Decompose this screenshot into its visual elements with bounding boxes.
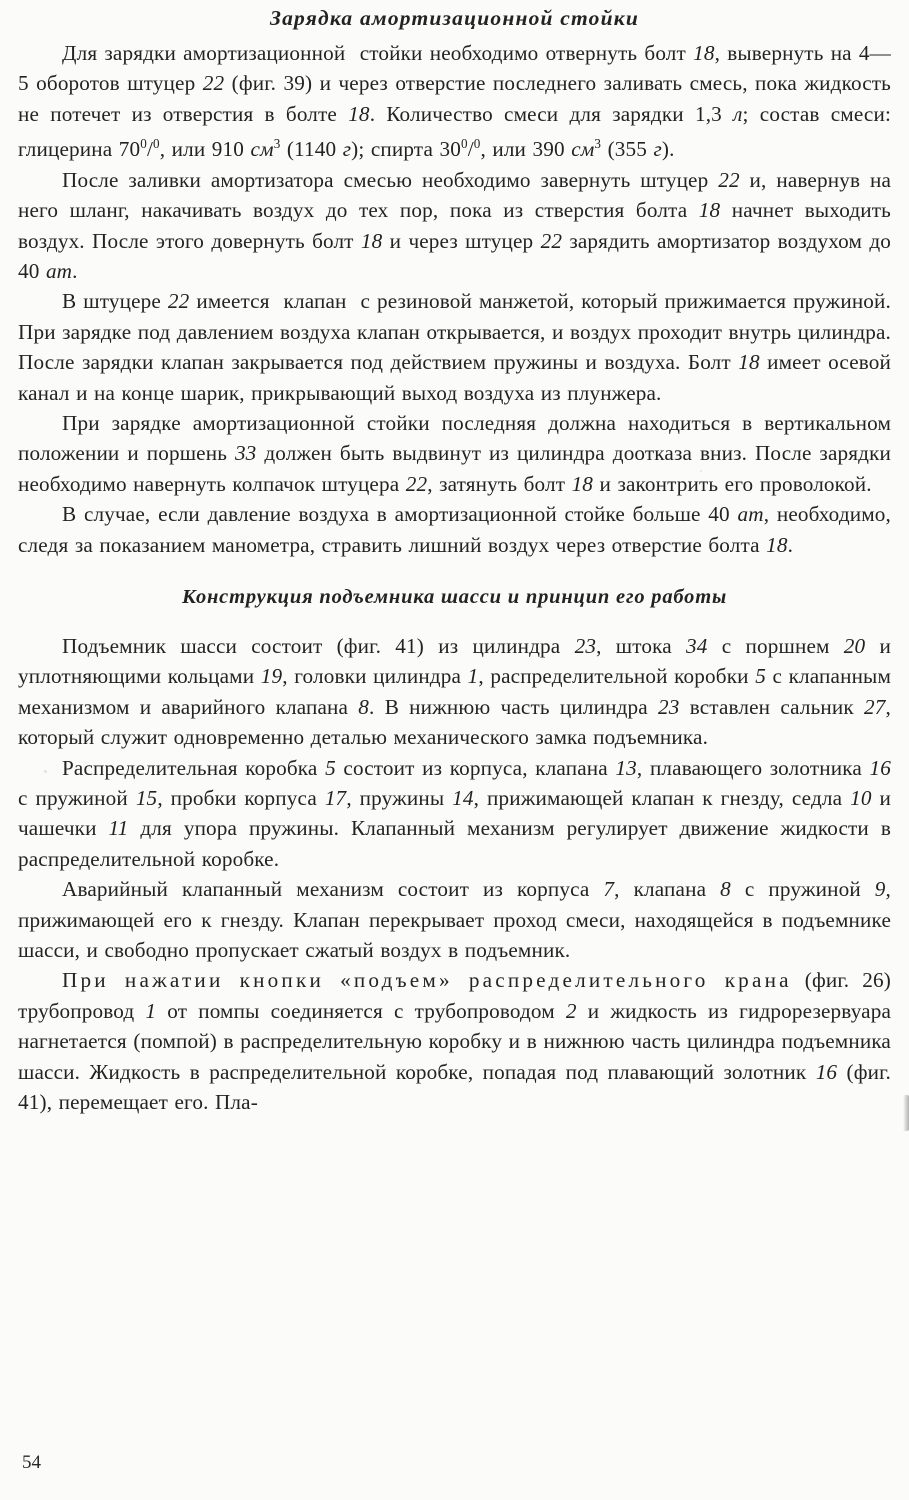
paragraph: При нажатии кнопки «подъем» распределительного крана (фиг. 26) трубопровод 1 от помпы соединяется с трубопроводом 2 и жидкость из гидрорезервуара нагнетается (помпой) в распределительную коробку и в нижнюю часть цилиндра подъемника шасси. Жидкость в распределительной коробке, попадая под плавающий золотник 16 (фиг. 41), перемещает его. Пла- <box>18 968 892 1115</box>
text-column <box>18 38 891 1117</box>
paragraph: После заливки амортизатора смесью необходимо завернуть штуцер 22 и, навернув на него шланг, накачивать воздух до тех пор, пока из стверстия болта 18 начнет выходить воздух. После этого довернуть болт 18 и через штуцер 22 зарядить амортизатор воздухом до 40 ат. <box>18 167 891 283</box>
paragraph: Подъемник шасси состоит (фиг. 41) из цилиндра 23, штока 34 с поршнем 20 и уплотняющими кольцами 19, головки цилиндра 1, распределительной коробки 5 с клапанным механизмом и аварийного клапана 8. В нижнюю часть цилиндра 23 вставлен сальник 27, который служит одновременно деталью механического замка подъемника. <box>18 633 892 750</box>
paragraph: Для зарядки амортизационной стойки необходимо отвернуть болт 18, вывернуть на 4—5 оборотов штуцер 22 (фиг. 39) и через отверстие последнего заливать смесь, пока жидкость не потечет из отверстия в болте 18. Количество смеси для зарядки 1,3 л; состав смеси: глицерина $70^0/^0$, или 910 $см^3$ (1140 г); спирта $30^0/^0$, или 390 $см^3$ (355 г). <box>18 41 891 162</box>
section-title: Зарядка амортизационной стойки <box>269 6 640 30</box>
paragraph: При зарядке амортизационной стойки последняя должна находиться в вертикальном положении и поршень 33 должен быть выдвинут из цилиндра доотказа вниз. После зарядки необходимо навернуть колпачок штуцера 22, затянуть болт 18 и законтрить его проволокой. <box>18 410 892 496</box>
page-number: 54 <box>22 1452 41 1473</box>
section-spacer <box>18 560 891 586</box>
paragraph: Распределительная коробка 5 состоит из корпуса, клапана 13, плавающего золотника 16 с пружиной 15, пробки корпуса 17, пружины 14, прижимающей клапан к гнезду, седла 10 и чашечки 11 для упора пружины. Клапанный механизм регулирует движение жидкости в распределительной коробке. <box>18 755 891 871</box>
paragraph: Аварийный клапанный механизм состоит из корпуса 7, клапана 8 с пружиной 9, прижимающей его к гнезду. Клапан перекрывает проход смеси, находящейся в подъемнике шасси, и свободно пропускает сжатый воздух в подъемник. <box>18 877 891 963</box>
subsection-title: Конструкция подъемника шасси и принцип его работы <box>182 585 727 608</box>
paragraph: В случае, если давление воздуха в амортизационной стойке больше 40 ат, необходимо, следя за показанием манометра, стравить лишний воздух через отверстие болта 18. <box>18 502 891 557</box>
section-spacer <box>18 609 891 631</box>
paragraph: В штуцере 22 имеется клапан с резиновой манжетой, который прижимается пружиной. При зарядке под давлением воздуха клапан открывается, и воздух проходит внутрь цилиндра. После зарядки клапан закрывается под действием пружины и воздуха. Болт 18 имеет осевой канал и на конце шарик, прикрывающий выход воздуха из плунжера. <box>18 289 891 405</box>
